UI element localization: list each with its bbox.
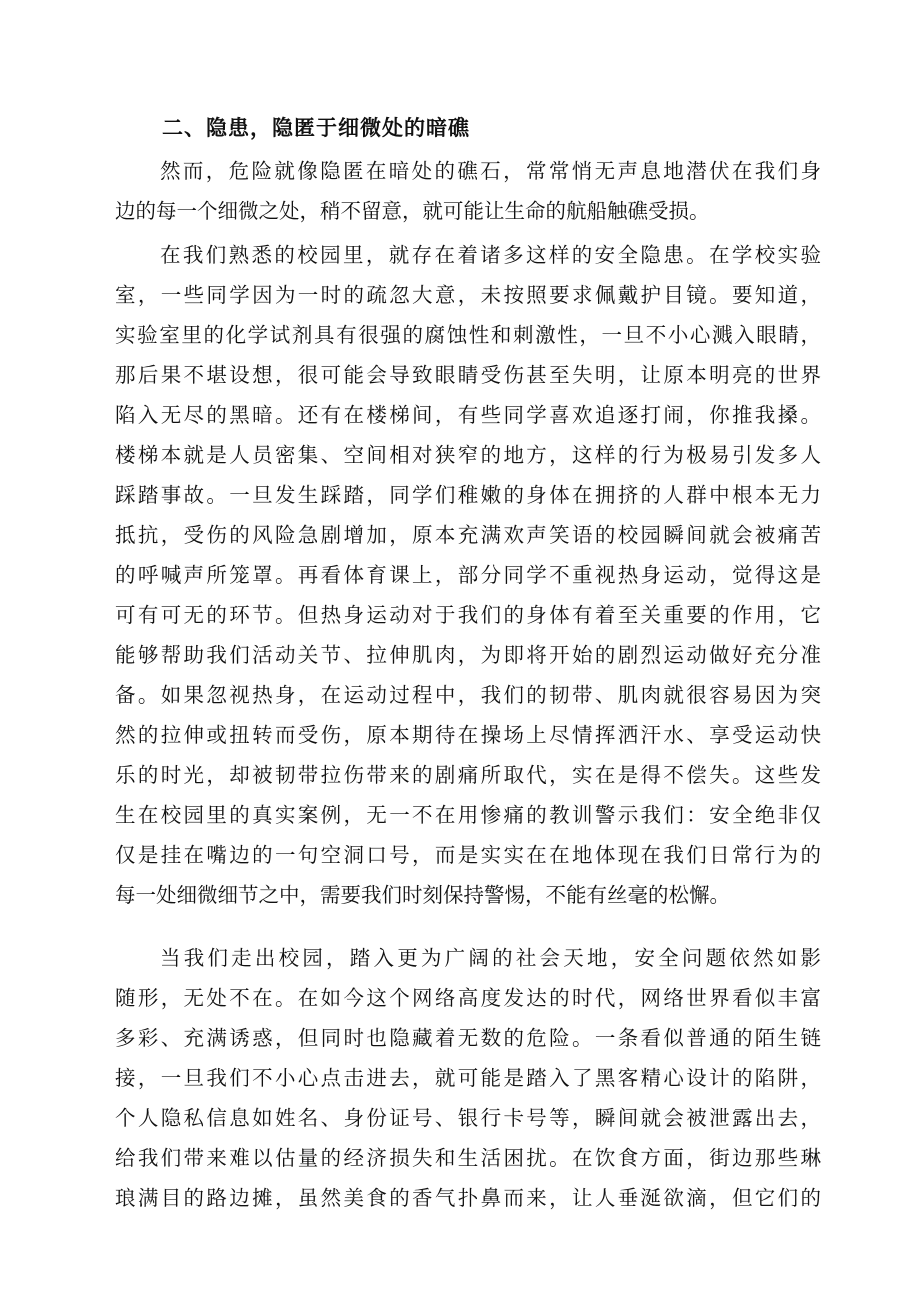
paragraph-line: 接，一旦我们不小心点击进去，就可能是踏入了黑客精心设计的陷阱， [115, 1066, 821, 1090]
paragraph-line: 的呼喊声所笼罩。再看体育课上，部分同学不重视热身运动，觉得这是 [115, 563, 821, 587]
paragraph-line: 备。如果忽视热身，在运动过程中，我们的韧带、肌肉就很容易因为突 [115, 683, 821, 707]
paragraph-line: 然而，危险就像隐匿在暗处的礁石，常常悄无声息地潜伏在我们身 [160, 159, 821, 183]
paragraph-line: 乐的时光，却被韧带拉伤带来的剧痛所取代，实在是得不偿失。这些发 [115, 763, 821, 787]
paragraph-line: 踩踏事故。一旦发生踩踏，同学们稚嫩的身体在拥挤的人群中根本无力 [115, 483, 821, 507]
paragraph-line: 多彩、充满诱惑，但同时也隐藏着无数的危险。一条看似普通的陌生链 [115, 1026, 821, 1050]
paragraph-line: 在我们熟悉的校园里，就存在着诸多这样的安全隐患。在学校实验 [160, 243, 821, 267]
paragraph-line: 仅是挂在嘴边的一句空洞口号，而是实实在在地体现在我们日常行为的 [115, 843, 821, 867]
paragraph-line: 室，一些同学因为一时的疏忽大意，未按照要求佩戴护目镜。要知道， [115, 283, 821, 307]
paragraph-line: 楼梯本就是人员密集、空间相对狭窄的地方，这样的行为极易引发多人 [115, 443, 821, 467]
paragraph-line: 给我们带来难以估量的经济损失和生活困扰。在饮食方面，街边那些琳 [115, 1146, 821, 1170]
paragraph-line: 那后果不堪设想，很可能会导致眼睛受伤甚至失明，让原本明亮的世界 [115, 363, 821, 387]
paragraph-line: 可有可无的环节。但热身运动对于我们的身体有着至关重要的作用，它 [115, 603, 821, 627]
section-heading: 二、隐患，隐匿于细微处的暗礁 [162, 115, 470, 140]
paragraph-line: 实验室里的化学试剂具有很强的腐蚀性和刺激性，一旦不小心溅入眼睛， [115, 323, 821, 347]
paragraph-line: 个人隐私信息如姓名、身份证号、银行卡号等，瞬间就会被泄露出去， [115, 1106, 821, 1130]
paragraph-line: 边的每一个细微之处，稍不留意，就可能让生命的航船触礁受损。 [115, 199, 710, 223]
paragraph-line: 随形，无处不在。在如今这个网络高度发达的时代，网络世界看似丰富 [115, 986, 821, 1010]
paragraph-line: 每一处细微细节之中，需要我们时刻保持警惕，不能有丝毫的松懈。 [115, 883, 730, 907]
paragraph-line: 当我们走出校园，踏入更为广阔的社会天地，安全问题依然如影 [160, 946, 821, 970]
paragraph-line: 然的拉伸或扭转而受伤，原本期待在操场上尽情挥洒汗水、享受运动快 [115, 723, 821, 747]
paragraph-line: 陷入无尽的黑暗。还有在楼梯间，有些同学喜欢追逐打闹，你推我搡。 [115, 403, 821, 427]
paragraph-line: 抵抗，受伤的风险急剧增加，原本充满欢声笑语的校园瞬间就会被痛苦 [115, 523, 821, 547]
paragraph-line: 琅满目的路边摊，虽然美食的香气扑鼻而来，让人垂涎欲滴，但它们的 [115, 1186, 821, 1210]
paragraph-line: 能够帮助我们活动关节、拉伸肌肉，为即将开始的剧烈运动做好充分准 [115, 643, 821, 667]
paragraph-line: 生在校园里的真实案例，无一不在用惨痛的教训警示我们：安全绝非仅 [115, 803, 821, 827]
